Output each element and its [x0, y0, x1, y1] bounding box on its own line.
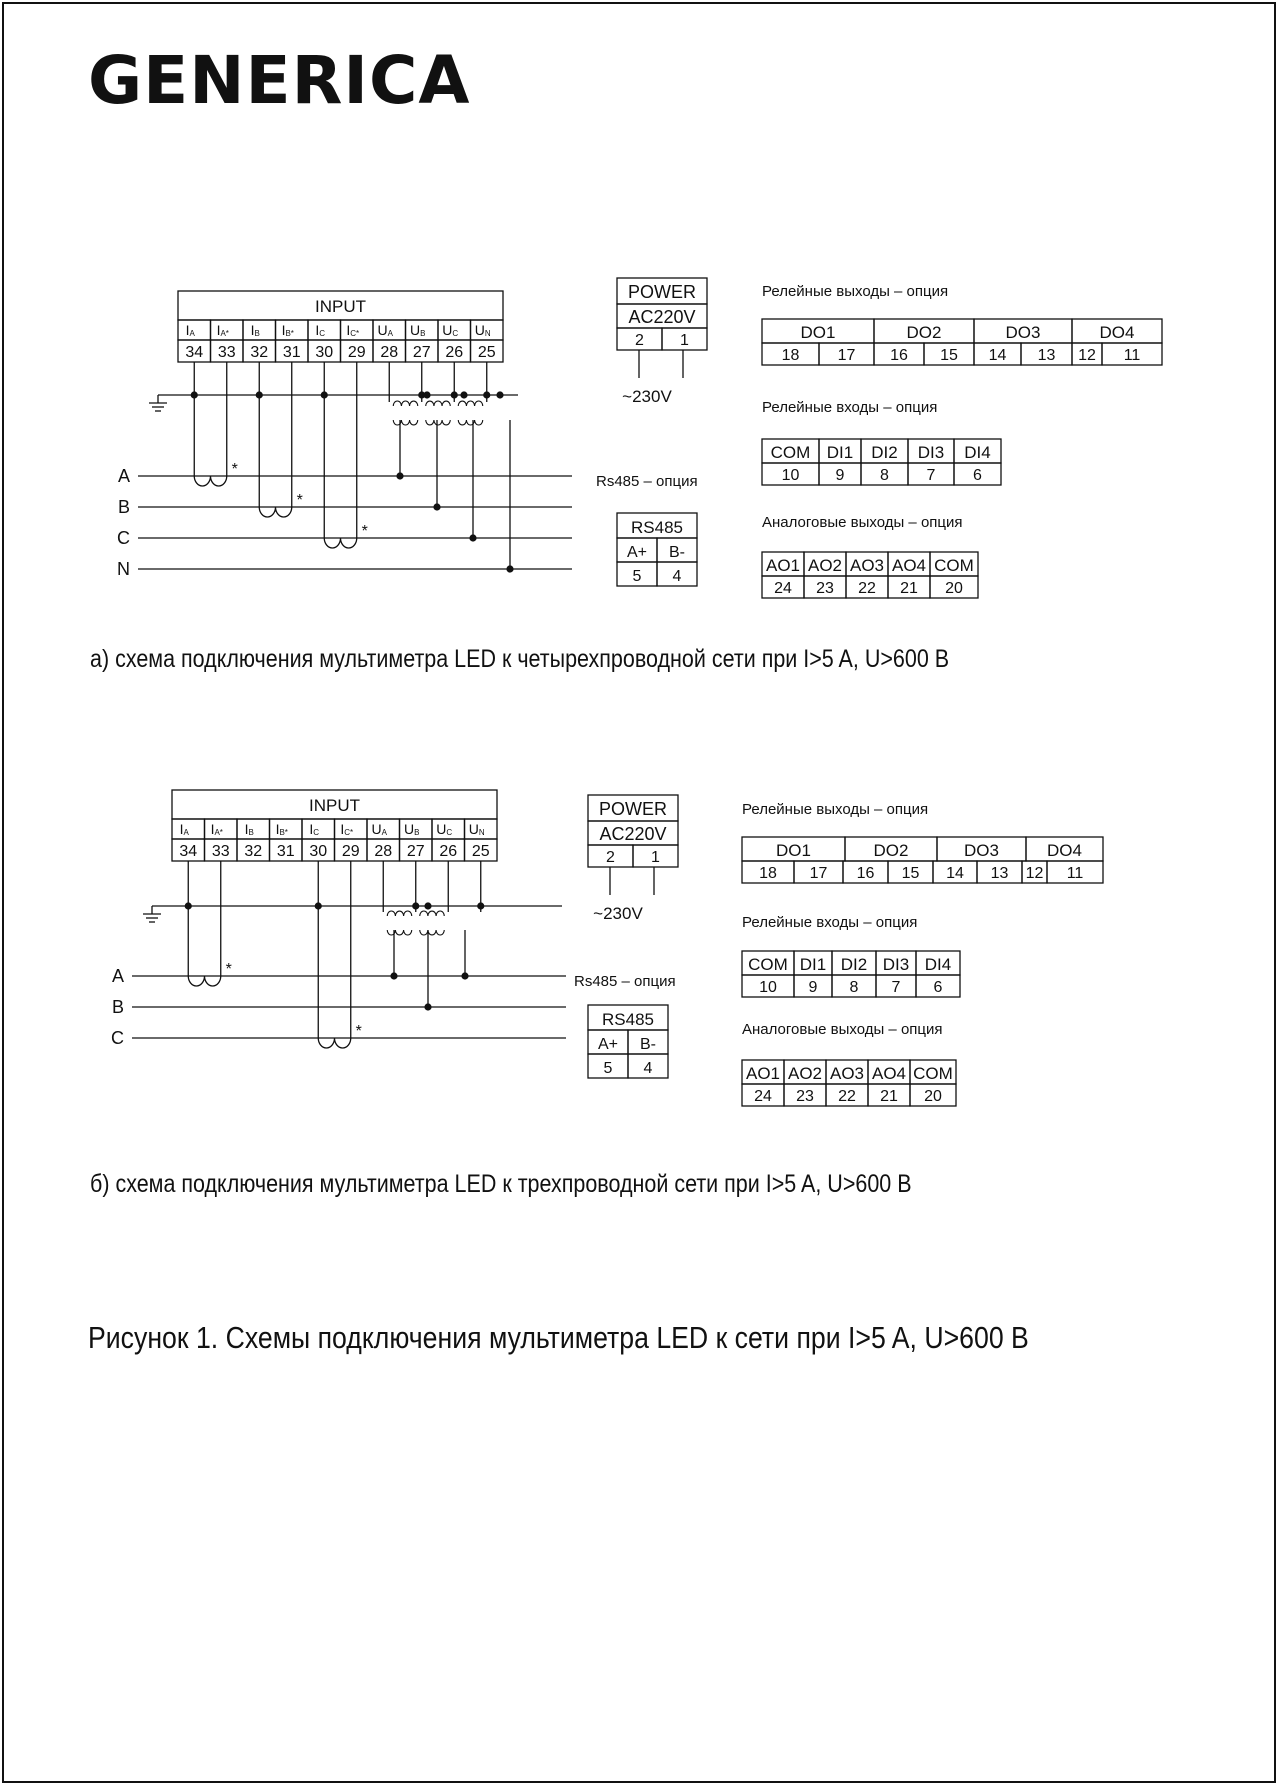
polarity-mark: * [296, 492, 303, 509]
rs485-pin-label: A+ [597, 1036, 619, 1053]
terminal-number: 30 [309, 843, 328, 860]
analog-out-name-label: AO1 [765, 556, 801, 575]
polarity-mark: * [231, 461, 238, 478]
scheme-b [111, 790, 1103, 1106]
vt-primary-coil [426, 401, 450, 406]
relay-out-group-label: DO2 [873, 841, 909, 860]
relay-out-group-label: DO3 [1005, 323, 1041, 342]
terminal-label: UN [474, 322, 491, 338]
terminal-label: UA [371, 821, 387, 837]
power-voltage: AC220V [599, 824, 667, 844]
terminal-label: IC [315, 322, 326, 338]
analog-out-name-label: AO4 [891, 556, 927, 575]
relay-in-label: Релейные входы – опция [762, 399, 938, 416]
relay-out-label: Релейные выходы – опция [742, 801, 929, 818]
ground-icon [143, 906, 161, 922]
brand-logo: GENERICA [88, 42, 471, 119]
relay-out-number-label: 16 [890, 347, 908, 364]
terminal-label: UB [410, 322, 426, 338]
polarity-mark: * [225, 961, 232, 978]
analog-out-name-label: AO1 [745, 1064, 781, 1083]
relay-in-name-label: DI3 [882, 955, 910, 974]
terminal-label: UC [436, 821, 453, 837]
terminal-label: UC [442, 322, 459, 338]
terminal-label-sub: C [313, 828, 320, 837]
analog-out-number-label: 24 [754, 1088, 772, 1105]
relay-out-group-label: DO3 [964, 841, 999, 860]
terminal-label-sub: A* [220, 329, 229, 338]
vt-primary-coil [420, 911, 444, 916]
current-transformer [188, 962, 221, 986]
input-title: INPUT [309, 796, 360, 815]
junction-dot [315, 902, 322, 909]
terminal-label-sub: A [387, 329, 393, 338]
relay-in-name-label: DI1 [799, 955, 827, 974]
terminal-number: 33 [217, 344, 236, 361]
relay-in-name-label: DI4 [924, 955, 952, 974]
relay-in-name-label: COM [770, 443, 811, 462]
terminal-number: 29 [347, 344, 366, 361]
relay-out-group-label: DO1 [800, 323, 836, 342]
terminal-label-sub: A* [214, 828, 223, 837]
vt-secondary-coil [387, 930, 411, 935]
relay-in-name-label: DI1 [826, 443, 854, 462]
relay-in-name-label: COM [748, 955, 788, 974]
junction-dot [321, 391, 328, 398]
rs485-number-label: 5 [603, 1060, 613, 1077]
rs485-pin-label: B- [640, 1036, 656, 1053]
terminal-number: 28 [380, 344, 399, 361]
relay-out-number-label: 13 [1037, 347, 1056, 364]
terminal-label: IA* [216, 322, 229, 338]
terminal-number: 27 [412, 344, 431, 361]
terminal-number: 31 [276, 843, 295, 860]
terminal-number: 32 [244, 843, 263, 860]
scheme-a-caption: а) схема подключения мультиметра LED к четырехпроводной сети при I>5 A, U>600 B [90, 645, 950, 673]
relay-out-number-label: 18 [781, 347, 800, 364]
terminal-number: 29 [341, 843, 360, 860]
junction-dot [433, 503, 440, 510]
analog-out-name-label: AO2 [787, 1064, 823, 1083]
analog-out-name-label: AO2 [807, 556, 843, 575]
junction-dot [390, 972, 397, 979]
analog-out-number-label: 21 [880, 1088, 898, 1105]
terminal-number: 25 [471, 843, 490, 860]
junction-dot [460, 391, 467, 398]
power-voltage: AC220V [628, 307, 696, 327]
relay-out-number-label: 12 [1078, 347, 1096, 364]
terminal-label: UA [377, 322, 393, 338]
power-terminal-label: 2 [606, 849, 615, 866]
junction-dot [423, 391, 430, 398]
junction-dot [496, 391, 503, 398]
analog-out-number-label: 22 [858, 580, 876, 597]
relay-out-group-label: DO4 [1047, 841, 1082, 860]
relay-in-number-label: 6 [933, 979, 943, 996]
terminal-number: 26 [439, 843, 458, 860]
terminal-label: IB* [275, 821, 288, 837]
ground-icon [149, 395, 167, 411]
analog-out-number-label: 20 [945, 580, 963, 597]
relay-in-number-label: 9 [835, 467, 845, 484]
terminal-label-sub: A [189, 329, 195, 338]
junction-dot [256, 391, 263, 398]
analog-out-number-label: 23 [816, 580, 834, 597]
phase-label-b: B [111, 997, 124, 1017]
relay-in-number-label: 7 [891, 979, 901, 996]
power-terminal-label: 2 [635, 332, 644, 349]
analog-out-name-label: AO4 [871, 1064, 907, 1083]
power-title: POWER [627, 282, 697, 302]
terminal-label: UB [404, 821, 420, 837]
terminal-label-sub: A [381, 828, 387, 837]
current-transformer [318, 1024, 351, 1048]
scheme-a [117, 278, 1162, 598]
relay-out-label: Релейные выходы – опция [762, 283, 949, 300]
vt-secondary-coil [426, 420, 450, 425]
rs485-option-label: Rs485 – опция [596, 473, 698, 490]
junction-dot [451, 391, 458, 398]
terminal-label-sub: C [319, 329, 326, 338]
rs485-pin-label: A+ [626, 544, 648, 561]
terminal-label: IB* [281, 322, 294, 338]
analog-out-name-label: AO3 [829, 1064, 865, 1083]
relay-out-number-label: 12 [1025, 865, 1044, 882]
terminal-number: 34 [185, 344, 204, 361]
terminal-label-sub: N [484, 329, 491, 338]
terminal-label-sub: A [183, 828, 189, 837]
terminal-number: 26 [445, 344, 464, 361]
terminal-label-sub: B [248, 828, 254, 837]
polarity-mark: * [361, 523, 368, 540]
phase-label-c: C [111, 1028, 124, 1048]
terminal-label: IB [250, 322, 260, 338]
junction-dot [424, 1003, 431, 1010]
terminal-label: UN [468, 821, 485, 837]
terminal-label-sub: C* [350, 329, 360, 338]
power-supply-label: ~230V [593, 904, 643, 923]
terminal-label: IC* [346, 322, 360, 338]
analog-out-label: Аналоговые выходы – опция [742, 1021, 943, 1038]
junction-dot [185, 902, 192, 909]
junction-dot [191, 391, 198, 398]
analog-out-label: Аналоговые выходы – опция [762, 514, 963, 531]
relay-in-number-label: 9 [808, 979, 818, 996]
terminal-number: 31 [282, 344, 301, 361]
terminal-label-sub: B [254, 329, 260, 338]
rs485-pin-label: B- [669, 544, 685, 561]
power-terminal-label: 1 [680, 332, 689, 349]
rs485-option-label: Rs485 – опция [574, 973, 676, 990]
relay-out-number-label: 14 [946, 865, 964, 882]
relay-in-number-label: 8 [849, 979, 859, 996]
relay-in-name-label: DI2 [871, 443, 898, 462]
rs485-number-label: 4 [643, 1060, 653, 1077]
terminal-number: 28 [374, 843, 393, 860]
analog-out-number-label: 22 [838, 1088, 856, 1105]
terminal-number: 34 [179, 843, 198, 860]
phase-label-a: A [111, 966, 124, 986]
current-transformer [324, 524, 357, 548]
terminal-label-sub: C* [344, 828, 354, 837]
junction-dot [483, 391, 490, 398]
relay-in-number-label: 10 [759, 979, 777, 996]
relay-out-number-label: 15 [940, 347, 958, 364]
current-transformer [194, 462, 227, 486]
terminal-label: IA* [210, 821, 223, 837]
relay-in-name-label: DI3 [917, 443, 945, 462]
junction-dot [477, 902, 484, 909]
vt-secondary-coil [393, 420, 417, 425]
vt-primary-coil [458, 401, 482, 406]
junction-dot [461, 972, 468, 979]
relay-out-group-label: DO4 [1099, 323, 1135, 342]
analog-out-number-label: 23 [796, 1088, 814, 1105]
analog-out-number-label: 21 [900, 580, 918, 597]
relay-out-number-label: 11 [1066, 865, 1084, 882]
terminal-label-sub: B* [285, 329, 294, 338]
relay-out-number-label: 15 [901, 865, 920, 882]
current-transformer [259, 493, 292, 517]
terminal-label-sub: B* [279, 828, 288, 837]
phase-label-b: B [117, 497, 130, 517]
relay-in-number-label: 8 [880, 467, 889, 484]
terminal-label-sub: C [452, 329, 459, 338]
terminal-label: IC [309, 821, 320, 837]
phase-label-a: A [117, 466, 130, 486]
vt-secondary-coil [420, 930, 444, 935]
analog-out-name-label: AO3 [849, 556, 885, 575]
analog-out-name-label: COM [913, 1064, 953, 1083]
terminal-label: IA [179, 821, 189, 837]
relay-in-name-label: DI4 [964, 443, 991, 462]
relay-out-group-label: DO1 [776, 841, 811, 860]
relay-out-number-label: 18 [759, 865, 777, 882]
terminal-number: 27 [406, 843, 425, 860]
relay-in-name-label: DI2 [840, 955, 868, 974]
rs485-number-label: 5 [632, 568, 642, 585]
relay-out-number-label: 17 [837, 347, 856, 364]
junction-dot [506, 565, 513, 572]
vt-secondary-coil [458, 420, 482, 425]
relay-out-group-label: DO2 [906, 323, 942, 342]
scheme-b-caption: б) схема подключения мультиметра LED к трехпроводной сети при I>5 A, U>600 B [90, 1170, 912, 1198]
analog-out-number-label: 24 [774, 580, 792, 597]
terminal-number: 30 [315, 344, 334, 361]
relay-out-number-label: 17 [809, 865, 828, 882]
terminal-label-sub: B [414, 828, 420, 837]
analog-out-name-label: COM [934, 556, 974, 575]
terminal-number: 25 [477, 344, 496, 361]
junction-dot [412, 902, 419, 909]
relay-out-number-label: 14 [988, 347, 1007, 364]
relay-in-label: Релейные входы – опция [742, 914, 918, 931]
polarity-mark: * [355, 1023, 362, 1040]
phase-label-c: C [117, 528, 130, 548]
power-title: POWER [598, 799, 668, 819]
terminal-number: 32 [250, 344, 269, 361]
terminal-label-sub: N [478, 828, 485, 837]
relay-out-number-label: 16 [856, 865, 875, 882]
relay-in-number-label: 10 [781, 467, 800, 484]
junction-dot [396, 472, 403, 479]
rs485-title: RS485 [602, 1010, 654, 1029]
vt-primary-coil [387, 911, 411, 916]
rs485-title: RS485 [631, 518, 683, 537]
rs485-number-label: 4 [672, 568, 682, 585]
vt-primary-coil [393, 401, 417, 406]
relay-in-number-label: 7 [926, 467, 936, 484]
analog-out-number-label: 20 [924, 1088, 942, 1105]
junction-dot [469, 534, 476, 541]
power-supply-label: ~230V [622, 387, 672, 406]
terminal-number: 33 [211, 843, 230, 860]
terminal-label-sub: C [446, 828, 453, 837]
terminal-label: IA [185, 322, 195, 338]
terminal-label-sub: B [420, 329, 426, 338]
relay-in-number-label: 6 [973, 467, 982, 484]
junction-dot [424, 902, 431, 909]
power-terminal-label: 1 [651, 849, 660, 866]
input-title: INPUT [315, 297, 366, 316]
relay-out-number-label: 13 [990, 865, 1009, 882]
terminal-label: IC* [340, 821, 354, 837]
phase-label-n: N [117, 559, 130, 579]
terminal-label: IB [244, 821, 254, 837]
figure-caption: Рисунок 1. Схемы подключения мультиметра LED к сети при I>5 A, U>600 B [88, 1320, 1029, 1355]
relay-out-number-label: 11 [1123, 347, 1141, 364]
